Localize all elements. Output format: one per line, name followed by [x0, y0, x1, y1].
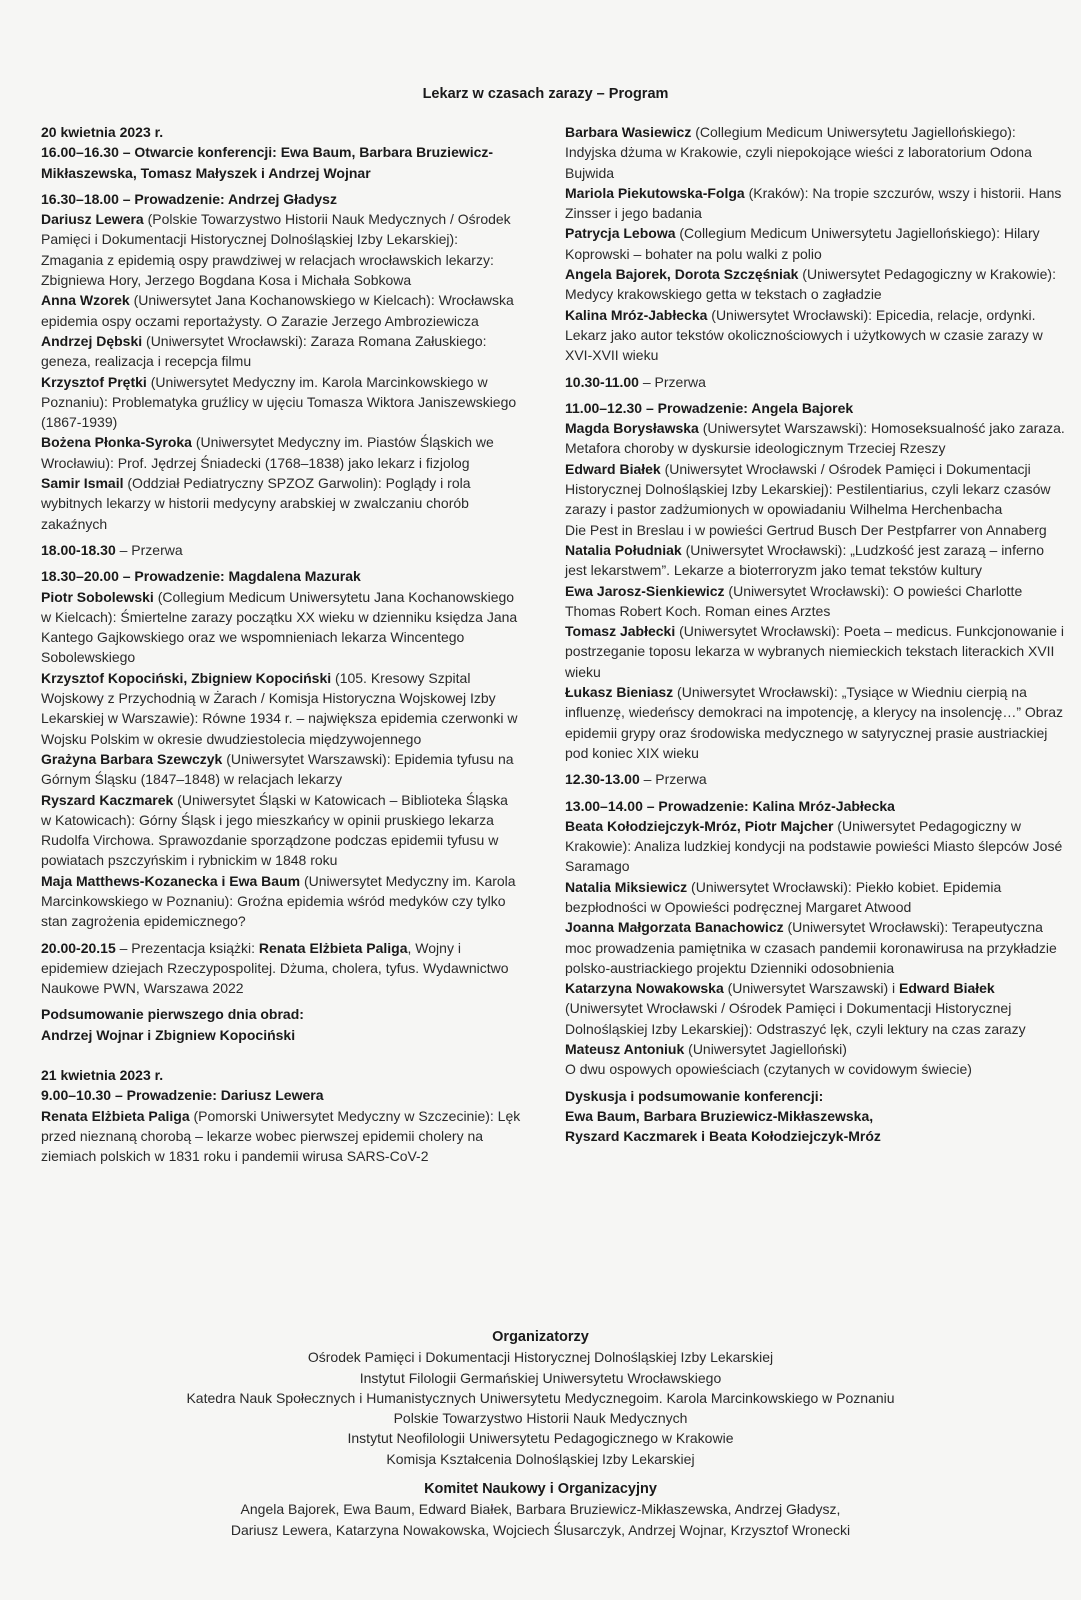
talk-list	[41, 1106, 521, 1167]
session-3	[41, 1065, 521, 1166]
organizer-item: Ośrodek Pamięci i Dokumentacji Historycznej Dolnośląskiej Izby Lekarskiej	[307, 1349, 774, 1366]
talk-item	[565, 520, 1065, 540]
talk-speaker: Renata Elżbieta Paliga	[41, 1107, 190, 1124]
break-1	[41, 540, 521, 560]
closing-heading: Dyskusja i podsumowanie konferencji:	[565, 1087, 824, 1104]
talk-text: (Collegium Medicum Uniwersytetu Jagiellońskiego): Indyjska dżuma w Krakowie, czyli niepokojące wieści z laboratorium Odona Bujwida	[565, 124, 1032, 181]
talk-text: Die Pest in Breslau i w powieści Gertrud Busch Der Pestpfarrer von Annaberg	[565, 521, 1047, 538]
organizer-item: Polskie Towarzystwo Historii Nauk Medycznych	[393, 1410, 688, 1427]
day1-opening	[41, 122, 521, 183]
session-2	[41, 566, 521, 931]
talk-speaker: Mariola Piekutowska-Folga	[565, 184, 745, 201]
talk-item	[565, 459, 1065, 520]
break-time: 18.00-18.30	[41, 541, 116, 558]
talk-speaker: Barbara Wasiewicz	[565, 124, 692, 140]
talk-text: (Uniwersytet Wrocławski): „Ludzkość jest zarazą – inferno jest lekarstwem”. Lekarze a bioterroryzm jako temat tekstów kultury	[565, 541, 1045, 579]
talk-title: O dwu ospowych opowieściach (czytanych w covidowym świecie)	[565, 1061, 972, 1078]
talk-list	[41, 587, 521, 932]
organizer-item: Katedra Nauk Społecznych i Humanistycznych Uniwersytetu Medycznegoim. Karola Marcinkowskiego w Poznaniu	[186, 1389, 895, 1406]
talk-speaker: Mateusz Antoniuk	[565, 1041, 685, 1058]
talk-speaker: Bożena Płonka-Syroka	[41, 434, 192, 451]
talk-speaker: Natalia Miksiewicz	[565, 878, 688, 895]
talk-list	[565, 122, 1065, 366]
talk-speaker: Andrzej Dębski	[41, 332, 143, 349]
talk-speaker: Tomasz Jabłecki	[565, 623, 676, 640]
talk-item	[41, 871, 521, 932]
closing-names-1: Ewa Baum, Barbara Bruziewicz-Mikłaszewska,	[565, 1107, 874, 1124]
talk-speaker: Krzysztof Prętki	[41, 373, 147, 390]
committee-heading: Komitet Naukowy i Organizacyjny	[424, 1481, 657, 1497]
talk-text: (Uniwersytet Warszawski): Homoseksualność jako zaraza. Metafora choroby w dyskursie ideologicznym Trzeciej Rzeszy	[565, 420, 1065, 457]
talk-text: (Collegium Medicum Uniwersytetu Jana Kochanowskiego w Kielcach): Śmiertelne zarazy początku XX wieku w dzienniku księdza Jana Kantego Gajkowskiego oraz we wspomnieniach lekarza Wincentego Sobolewskiego	[41, 588, 518, 666]
talk-item	[41, 473, 521, 534]
talk-text: (105. Kresowy Szpital Wojskowy z Przychodnią w Żarach / Komisja Historyczna Wojskowej Izby Lekarskiej w Warszawie): Równe 1934 r. – największa epidemia czerwonki w Wojsku Polskim w okresie dwudziestolecia międzywojennego	[41, 669, 518, 747]
talk-item	[41, 587, 521, 668]
talk-item	[565, 122, 1065, 183]
talk-text: (Uniwersytet Wrocławski): Poeta – medicus. Funkcjonowanie i postrzeganie toposu lekarza w wybranych niemieckich tekstach literackich XVII wieku	[565, 623, 1065, 680]
talk-item	[565, 223, 1065, 264]
committee-members: Dariusz Lewera, Katarzyna Nowakowska, Wojciech Ślusarczyk, Andrzej Wojnar, Krzysztof Wronecki	[230, 1521, 851, 1538]
talk-item	[41, 290, 521, 331]
talk-speaker: Dariusz Lewera	[41, 211, 144, 228]
book-time: 20.00-20.15	[41, 939, 116, 956]
session-header: 11.00–12.30 – Prowadzenie: Angela Bajorek	[565, 399, 854, 416]
break-label: – Przerwa	[638, 373, 706, 390]
talk-speaker: Patrycja Lebowa	[565, 225, 676, 242]
session-header: 18.30–20.00 – Prowadzenie: Magdalena Mazurak	[41, 568, 361, 585]
talk-text: (Kraków): Na tropie szczurów, wszy i historii. Hans Zinsser i jego badania	[565, 184, 1062, 222]
talk-speaker: Kalina Mróz-Jabłecka	[565, 306, 708, 323]
talk-text: (Uniwersytet Wrocławski): Piekło kobiet. Epidemia bezpłodności w Opowieści podręcznej Margaret Atwood	[565, 878, 1002, 915]
talk-text: (Uniwersytet Warszawski): Epidemia tyfusu na Górnym Śląsku (1847–1848) w relacjach lekarzy	[41, 750, 514, 788]
talk-list	[41, 209, 521, 534]
committee-members: Angela Bajorek, Ewa Baum, Edward Białek, Barbara Bruziewicz-Mikłaszewska, Andrzej Gładysz,	[240, 1501, 841, 1518]
right-column	[565, 122, 1065, 1153]
talk-speaker: Katarzyna Nowakowska	[565, 980, 724, 997]
talk-text: (Uniwersytet Pedagogiczny w Krakowie): Analiza ludzkiej kondycji na podstawie powieści Miasto ślepców José Saramago	[565, 817, 1063, 875]
talk-text: (Uniwersytet Wrocławski): Terapeutyczna moc prowadzenia pamiętnika w czasach pandemii koronawirusa na przykładzie polsko-austriackiego projektu Dzienniki odosobnienia	[565, 919, 1057, 976]
book-title: , Wojny i epidemiew dziejach Rzeczypospolitej. Dżuma, cholera, tyfus. Wydawnictwo Naukowe PWN, Warszawa 2022	[41, 939, 509, 997]
talk-speaker: Maja Matthews-Kozanecka i Ewa Baum	[41, 872, 301, 889]
talk-speaker: Magda Borysławska	[565, 420, 699, 437]
day1-summary	[41, 1004, 521, 1045]
talk-speaker: Piotr Sobolewski	[41, 588, 154, 605]
talk-speaker: Edward Białek	[565, 460, 661, 477]
session-4	[565, 398, 1065, 763]
talk-speaker: Grażyna Barbara Szewczyk	[41, 750, 223, 767]
talk-speaker: Anna Wzorek	[41, 292, 130, 309]
talk-speaker: Samir Ismail	[41, 475, 124, 492]
talk-item	[41, 331, 521, 372]
talk-item	[41, 749, 521, 790]
talk-item	[41, 432, 521, 473]
talk-speaker: Beata Kołodziejczyk-Mróz, Piotr Majcher	[565, 817, 834, 834]
talk-text: (Pomorski Uniwersytet Medyczny w Szczecinie): Lęk przed nieznaną chorobą – lekarze wobec pierwszej epidemii cholery na ziemiach polskich w 1831 roku i pandemii wirusa SARS-CoV-2	[41, 1107, 521, 1165]
talk-text: (Uniwersytet Medyczny im. Piastów Śląskich we Wrocławiu): Prof. Jędrzej Śniadecki (1768–1838) jako lekarz i fizjolog	[41, 434, 494, 471]
talk-text: (Uniwersytet Śląski w Katowicach – Biblioteka Śląska w Katowicach): Górny Śląsk i jego mieszkańcy w opinii pruskiego lekarza Rudolfa Virchowa. Sprawozdanie sporządzone podczas epidemii tyfusu w powiatach pszczyńskim i rybnickim w 1848 roku	[41, 791, 508, 869]
talk-affiliation: (Uniwersytet Jagielloński)	[684, 1041, 847, 1058]
talk-speaker: Ryszard Kaczmarek	[41, 791, 174, 808]
session-1	[41, 189, 521, 534]
talk-connector: (Uniwersytet Warszawski) i	[723, 980, 900, 997]
organizer-item: Instytut Neofilologii Uniwersytetu Pedagogicznego w Krakowie	[347, 1430, 734, 1447]
talk-item	[565, 621, 1065, 682]
talk-item	[565, 540, 1065, 581]
talk-item	[565, 877, 1065, 918]
summary-names: Andrzej Wojnar i Zbigniew Kopociński	[41, 1026, 296, 1043]
talk-speaker: Natalia Południak	[565, 541, 682, 558]
talk-speaker: Angela Bajorek, Dorota Szczęśniak	[565, 266, 799, 283]
talk-text: (Uniwersytet Wrocławski): „Tysiące w Wiedniu cierpią na influenzę, wiedeńscy demokraci na impotencję, a klerycy na insolencję…” Obraz epidemii grypy oraz środowiska medycznego w satyrycznej prasie austriackiej pod koniec XIX wieku	[565, 684, 1064, 761]
talk-item	[41, 790, 521, 871]
organizers-section	[0, 1327, 1081, 1469]
talk-item	[565, 418, 1065, 459]
break-time: 10.30-11.00	[565, 373, 639, 390]
closing-discussion	[565, 1086, 1065, 1147]
talk-text: (Uniwersytet Wrocławski): Epicedia, relacje, ordynki. Lekarz jako autor tekstów okolicznościowych i użytkowych w czasie zarazy w XVI-XVII wieku	[565, 306, 1043, 364]
break-3	[565, 769, 1065, 789]
left-column	[41, 122, 521, 1173]
day1-date: 20 kwietnia 2023 r.	[41, 124, 164, 140]
talk-item	[565, 264, 1065, 305]
talk-speaker: Krzysztof Kopociński, Zbigniew Kopociński	[41, 669, 332, 686]
book-author: Renata Elżbieta Paliga	[258, 939, 408, 956]
break-time: 12.30-13.00	[565, 771, 640, 788]
organizer-item: Komisja Kształcenia Dolnośląskiej Izby Lekarskiej	[386, 1450, 695, 1467]
talk-item	[565, 581, 1065, 622]
talk-item	[565, 816, 1065, 877]
talk-list	[565, 418, 1065, 763]
talk-item	[565, 1039, 1065, 1059]
talk-text: (Uniwersytet Wrocławski / Ośrodek Pamięci i Dokumentacji Historycznej Dolnośląskiej Izby Lekarskiej): Pestilentiarius, czyli lekarz czasów zarazy i pastor zadżumionych w opowiadaniu Wilhelma Herchenbacha	[565, 460, 1051, 518]
talk-item	[565, 978, 1065, 1039]
session-header: 9.00–10.30 – Prowadzenie: Dariusz Lewera	[41, 1087, 324, 1104]
session-5	[565, 796, 1065, 1080]
closing-names-2: Ryszard Kaczmarek i Beata Kołodziejczyk-Mróz	[565, 1128, 881, 1145]
talk-speaker: Joanna Małgorzata Banachowicz	[565, 919, 784, 936]
book-presentation	[41, 938, 521, 999]
page-title: Lekarz w czasach zarazy – Program	[422, 86, 669, 102]
talk-item	[41, 1106, 521, 1167]
talk-text: (Uniwersytet Pedagogiczny w Krakowie): Medycy krakowskiego getta w tekstach o zagładzie	[565, 266, 1056, 303]
session-header: 16.30–18.00 – Prowadzenie: Andrzej Gładysz	[41, 190, 337, 207]
talk-speaker: Edward Białek	[899, 980, 995, 997]
talk-text: (Uniwersytet Jana Kochanowskiego w Kielcach): Wrocławska epidemia ospy oczami reportażysty. O Zarazie Jerzego Ambroziewicza	[41, 292, 514, 329]
summary-heading: Podsumowanie pierwszego dnia obrad:	[41, 1006, 304, 1023]
talk-text: (Oddział Pediatryczny SPZOZ Garwolin): Poglądy i rola wybitnych lekarzy w historii medycyny arabskiej w zwalczaniu chorób zakaźnych	[41, 475, 471, 532]
talk-item	[565, 917, 1065, 978]
talk-item	[41, 668, 521, 749]
day2-date: 21 kwietnia 2023 r.	[41, 1067, 164, 1084]
talk-speaker: Ewa Jarosz-Sienkiewicz	[565, 582, 725, 599]
break-label: – Przerwa	[115, 541, 183, 558]
talk-item	[41, 372, 521, 433]
organizer-item: Instytut Filologii Germańskiej Uniwersytetu Wrocławskiego	[359, 1369, 722, 1386]
talk-item	[565, 305, 1065, 366]
talk-item	[41, 209, 521, 290]
talk-text: (Uniwersytet Medyczny im. Karola Marcinkowskiego w Poznaniu): Groźna epidemia wśród medyków czy tylko stan zagrożenia epidemicznego?	[41, 872, 516, 930]
talk-text: (Uniwersytet Medyczny im. Karola Marcinkowskiego w Poznaniu): Problematyka gruźlicy w ujęciu Tomasza Wiktora Janiszewskiego (1867-1939)	[41, 373, 517, 431]
session-header: 13.00–14.00 – Prowadzenie: Kalina Mróz-Jabłecka	[565, 797, 895, 814]
session-3-continued	[565, 122, 1065, 366]
talk-text: (Uniwersytet Wrocławski / Ośrodek Pamięci i Dokumentacji Historycznej Dolnośląskiej Izby Lekarskiej): Odstraszyć lęk, czyli lektury na czas zarazy	[565, 1000, 1026, 1037]
committee-section	[0, 1479, 1081, 1540]
book-intro: – Prezentacja książki:	[115, 939, 259, 956]
talk-item	[565, 682, 1065, 763]
talk-text: (Uniwersytet Wrocławski): Zaraza Romana Załuskiego: geneza, realizacja i recepcja filmu	[41, 332, 487, 370]
talk-speaker: Łukasz Bieniasz	[565, 684, 674, 701]
break-2	[565, 372, 1065, 392]
break-label: – Przerwa	[639, 771, 707, 788]
organizers-heading: Organizatorzy	[492, 1329, 589, 1345]
opening-session: 16.00–16.30 – Otwarcie konferencji: Ewa Baum, Barbara Bruziewicz-Mikłaszewska, Tomasz Małyszek i Andrzej Wojnar	[41, 144, 494, 181]
talk-item	[565, 183, 1065, 224]
talk-text: (Uniwersytet Wrocławski): O powieści Charlotte Thomas Robert Koch. Roman eines Arztes	[565, 582, 1023, 619]
talk-text: (Polskie Towarzystwo Historii Nauk Medycznych / Ośrodek Pamięci i Dokumentacji Historycznej Dolnośląskiej Izby Lekarskiej): Zmagania z epidemią ospy prawdziwej w relacjach wrocławskich lekarzy: Zbigniewa Hory, Jerzego Bogdana Kosa i Michała Sobkowa	[41, 211, 511, 289]
talk-list	[565, 816, 1065, 978]
talk-text: (Collegium Medicum Uniwersytetu Jagiellońskiego): Hilary Koprowski – bohater na polu walki z polio	[565, 225, 1040, 262]
